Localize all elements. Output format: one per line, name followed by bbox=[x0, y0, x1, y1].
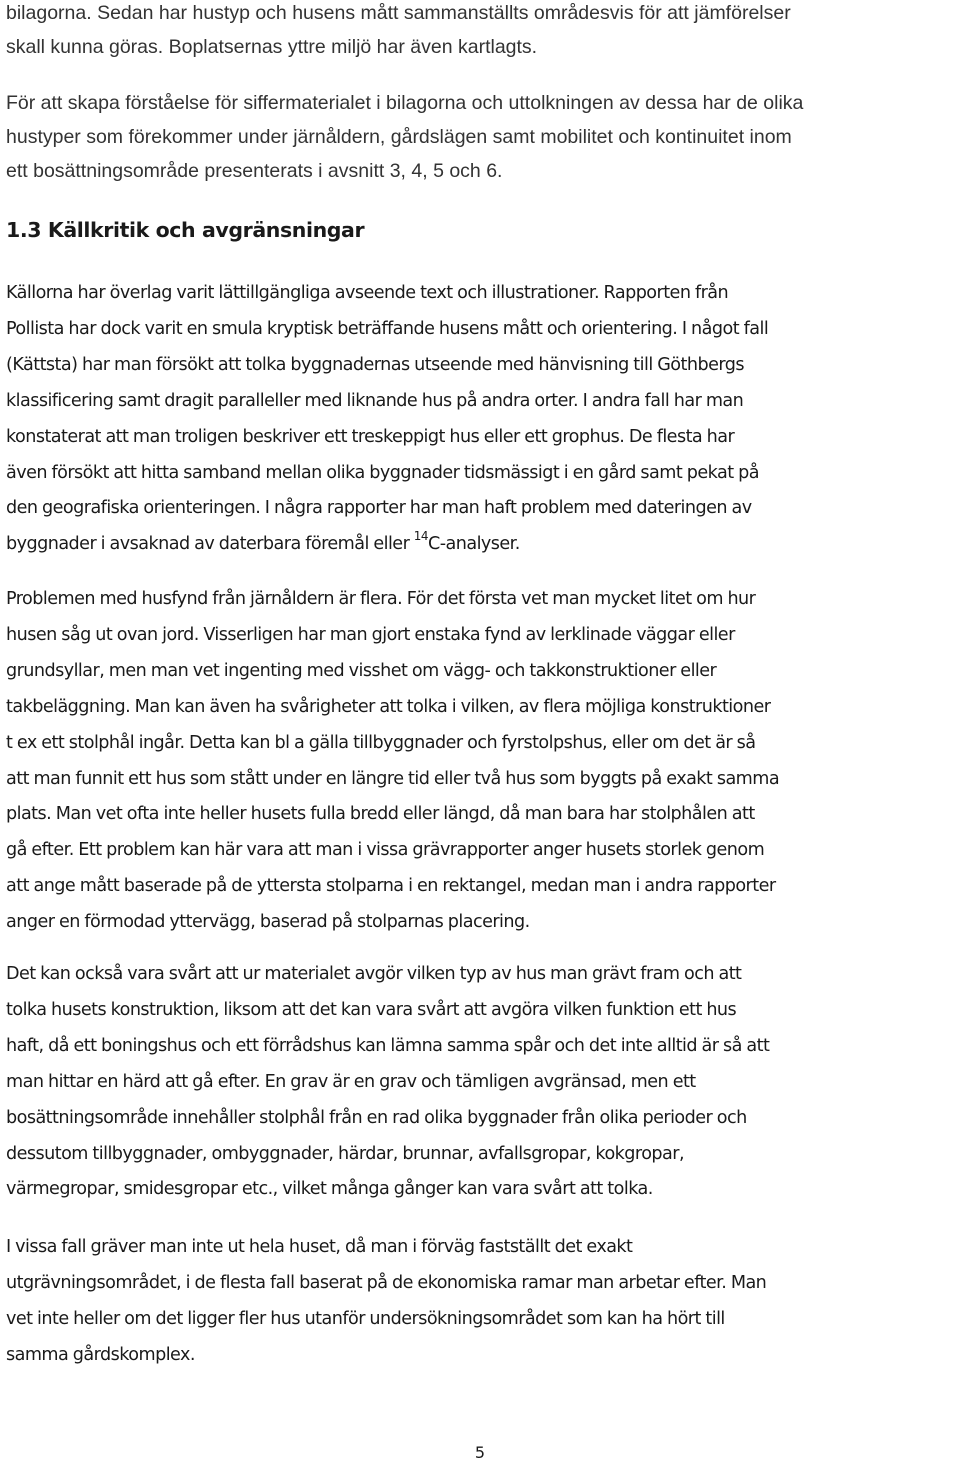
text-line: klassificering samt dragit paralleller med liknande hus på andra orter. I andra fall har man bbox=[6, 390, 744, 411]
text-line: (Kättsta) har man försökt att tolka byggnadernas utseende med hänvisning till Göthbergs bbox=[6, 354, 744, 375]
text-line: Pollista har dock varit en smula kryptisk beträffande husens mått och orientering. I något fall bbox=[6, 318, 769, 339]
text-line: dessutom tillbyggnader, ombyggnader, härdar, brunnar, avfallsgropar, kokgropar, bbox=[6, 1143, 685, 1164]
text-line: man hittar en härd att gå efter. En grav är en grav och tämligen avgränsad, men ett bbox=[6, 1071, 696, 1092]
text-line: t ex ett stolphål ingår. Detta kan bl a gälla tillbyggnader och fyrstolpshus, eller om det är så bbox=[6, 732, 756, 753]
superscript-isotope: 14 bbox=[413, 529, 428, 544]
text-line-with-superscript bbox=[0, 527, 768, 563]
text-line: även försökt att hitta samband mellan olika byggnader tidsmässigt i en gård samt pekat på bbox=[6, 462, 759, 483]
text-line: ett bosättningsområde presenterats i avsnitt 3, 4, 5 och 6. bbox=[6, 160, 503, 182]
text-line: hustyper som förekommer under järnåldern, gårdslägen samt mobilitet och kontinuitet inom bbox=[6, 126, 792, 148]
paragraph-source-criticism bbox=[0, 276, 768, 563]
paragraph-understanding bbox=[0, 86, 803, 188]
text-line: bilagorna. Sedan har hustyp och husens mått sammanställts områdesvis för att jämförelser bbox=[6, 2, 791, 24]
text-line: vet inte heller om det ligger fler hus utanför undersökningsområdet som kan ha hört till bbox=[6, 1308, 725, 1329]
paragraph-house-problems bbox=[0, 582, 779, 941]
page-number: 5 bbox=[474, 1443, 486, 1462]
text-fragment: C-analyser. bbox=[427, 534, 520, 555]
text-line: Det kan också vara svårt att ur materialet avgör vilken typ av hus man grävt fram och att bbox=[6, 964, 742, 984]
text-line: skall kunna göras. Boplatsernas yttre miljö har även kartlagts. bbox=[6, 36, 538, 58]
text-line: samma gårdskomplex. bbox=[6, 1344, 195, 1365]
text-line: haft, då ett boningshus och ett förrådshus kan lämna samma spår och det inte alltid är så att bbox=[6, 1035, 770, 1056]
text-line: husen såg ut ovan jord. Visserligen har man gjort enstaka fynd av lerklinade väggar eller bbox=[6, 624, 735, 645]
text-line: anger en förmodad yttervägg, baserad på stolparnas placering. bbox=[6, 912, 530, 933]
text-line: värmegropar, smidesgropar etc., vilket många gånger kan vara svårt att tolka. bbox=[6, 1179, 653, 1200]
text-line: Källorna har överlag varit lättillgängliga avseende text och illustrationer. Rapporten från bbox=[6, 283, 729, 303]
text-line: gå efter. Ett problem kan här vara att man i vissa grävrapporter anger husets storlek genom bbox=[6, 840, 765, 861]
text-line: I vissa fall gräver man inte ut hela huset, då man i förväg fastställt det exakt bbox=[6, 1237, 633, 1257]
text-line: den geografiska orienteringen. I några rapporter har man haft problem med dateringen av bbox=[6, 498, 752, 519]
text-line: tolka husets konstruktion, liksom att det kan vara svårt att avgöra vilken funktion ett hus bbox=[6, 999, 737, 1020]
text-line: Problemen med husfynd från järnåldern är flera. För det första vet man mycket litet om hur bbox=[6, 589, 756, 609]
text-line: plats. Man vet ofta inte heller husets fulla bredd eller längd, då man bara har stolphålen att bbox=[6, 804, 755, 825]
text-line: att ange mått baserade på de yttersta stolparna i en rektangel, medan man i andra rapporter bbox=[6, 876, 776, 897]
paragraph-excavation-limits bbox=[0, 1230, 766, 1374]
paragraph-interpretation bbox=[0, 957, 769, 1208]
text-line: utgrävningsområdet, i de flesta fall baserat på de ekonomiska ramar man arbetar efter. Man bbox=[6, 1272, 767, 1293]
text-line: För att skapa förståelse för siffermaterialet i bilagorna och uttolkningen av dessa har de olika bbox=[6, 92, 804, 114]
paragraph-intro-continued bbox=[0, 0, 791, 64]
text-line: bosättningsområde innehåller stolphål från en rad olika byggnader från olika perioder och bbox=[6, 1107, 747, 1128]
section-heading: 1.3 Källkritik och avgränsningar bbox=[6, 218, 365, 242]
text-line: konstaterat att man troligen beskriver ett treskeppigt hus eller ett grophus. De flesta har bbox=[6, 426, 735, 447]
text-line: takbeläggning. Man kan även ha svårigheter att tolka i vilken, av flera möjliga konstruktioner bbox=[6, 696, 771, 717]
text-line: grundsyllar, men man vet ingenting med visshet om vägg- och takkonstruktioner eller bbox=[6, 660, 717, 681]
text-fragment: byggnader i avsaknad av daterbara föremål eller bbox=[6, 534, 414, 555]
text-line: att man funnit ett hus som stått under en längre tid eller två hus som byggts på exakt samma bbox=[6, 768, 780, 789]
